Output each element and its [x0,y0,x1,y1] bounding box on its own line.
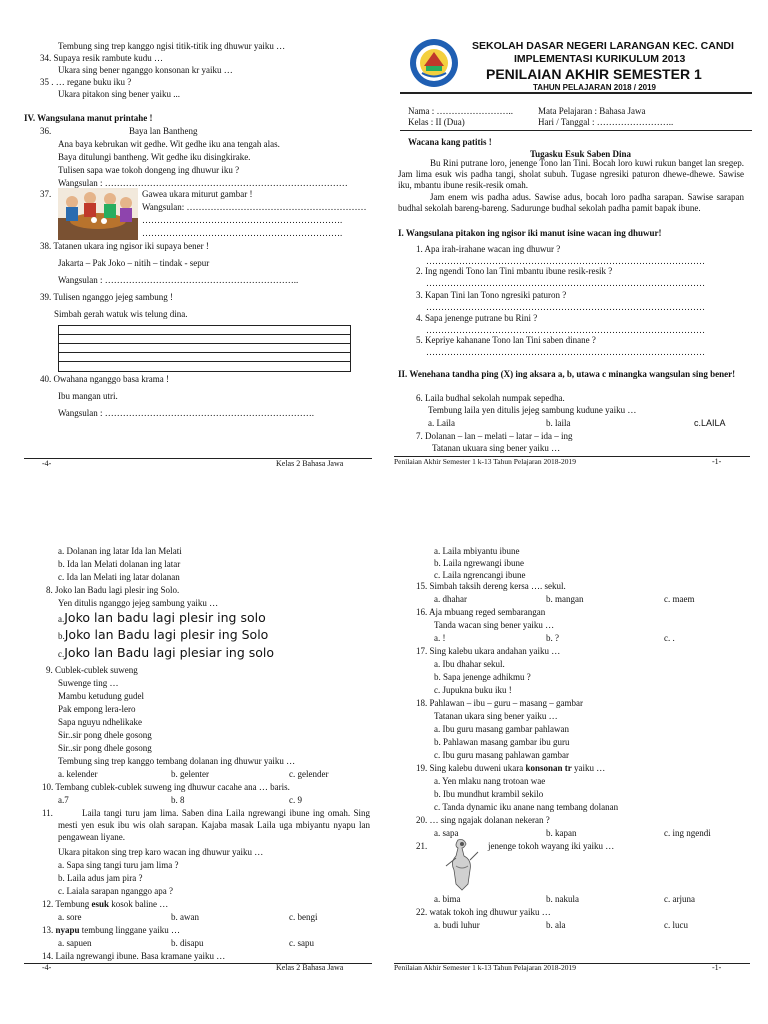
option-b-text: Joko lan Badu lagi plesir ing Solo [64,627,269,642]
question-8: 8. Joko lan Badu lagi plesir ing Solo. [46,585,180,595]
option-a[interactable]: a. sapuen [58,938,92,948]
passage-title: Tugasku Esuk Saben Dina [530,149,631,159]
footer-class: Kelas 2 Bahasa Jawa [276,963,344,972]
answer-line: Wangsulan : ……………………………………………………………………… [58,178,348,188]
header-divider [400,92,752,94]
option-a[interactable]: a. Ibu dhahar sekul. [434,659,505,669]
answer-dots: ………………………………………………………………………………… [426,278,705,288]
academic-year: TAHUN PELAJARAN 2018 / 2019 [533,83,657,92]
option-c[interactable]: c. maem [664,594,695,604]
question-text: Tanda wacan sing bener yaiku … [434,620,555,630]
page-number: -1- [712,963,722,972]
option-a[interactable]: a. dhahar [434,594,467,604]
school-logo-icon [409,38,459,88]
answer-line: Wangsulan: …………………………………………………… [142,202,367,212]
page-number: -4- [42,459,52,468]
option-a[interactable]: a.7 [58,795,69,805]
option-b[interactable]: b. Ida lan Melati dolanan ing latar [58,559,181,569]
question-text: Simbah gerah watuk wis telung dina. [54,309,188,319]
option-c[interactable]: c. arjuna [664,894,695,904]
question-7: 7. Dolanan – lan – melati – latar – ida – ing [416,431,573,441]
text-line: Tembung sing trep kanggo ngisi titik-titik ing dhuwur yaiku … [58,41,286,51]
question-text: Tatanan ukara sing bener yaiku … [434,711,558,721]
option-a[interactable]: a. kelender [58,769,98,779]
question-text: Tembung laila yen ditulis jejeg sambung kudune yaiku … [428,405,637,415]
answer-dots: ………………………………………………………………………………… [426,256,705,266]
option-c[interactable]: c. ing ngendi [664,828,711,838]
question-17: 17. Sing kalebu ukara andahan yaiku … [416,646,561,656]
answer-line: Wangsulan : ……………………………………………………………. [58,408,315,418]
curriculum-title: IMPLEMENTASI KURIKULUM 2013 [514,53,686,65]
question-text: Tulisen sapa wae tokoh dongeng ing dhuwur iku ? [58,165,240,175]
option-a[interactable]: a. sore [58,912,82,922]
option-c[interactable]: c. Ida lan Melati ing latar dolanan [58,572,180,582]
option-b[interactable]: b. 8 [171,795,185,805]
question-1: 1. Apa irah-irahane wacan ing dhuwur ? [416,244,561,254]
question-13: 13. nyapu tembung linggane yaiku … [42,925,181,935]
question-22: 22. watak tokoh ing dhuwur yaiku … [416,907,551,917]
passage-paragraph-1: Bu Rini putrane loro, jenenge Tono lan Tini. Bocah loro kuwi rukun banget lan sregep. Jam lima esuk wis padha tangi, sholat subuh. Tugase ngresiki paturon dhewe-dhewe. Sawise iku, mbantu ibune resik-resik omah. [398,158,744,190]
song-line: Sir..sir pong dhele gosong [58,743,152,753]
option-c[interactable]: c. Jupukna buku iku ! [434,685,512,695]
family-picture-image [58,188,138,240]
option-b[interactable]: b. Pahlawan masang gambar ibu guru [434,737,570,747]
option-b[interactable]: b. awan [171,912,199,922]
option-a[interactable]: a. bima [434,894,461,904]
option-c[interactable]: c. Ibu guru masang pahlawan gambar [434,750,569,760]
question-20: 20. … sing ngajak dolanan nekeran ? [416,815,550,825]
question-36-number: 36. [40,126,52,136]
option-a[interactable]: a. Laila [428,418,455,428]
reading-heading: Wacana kang patitis ! [408,137,492,147]
text-line: Ukara sing bener nganggo konsonan kr yaiku … [58,65,233,75]
option-a[interactable]: a. Dolanan ing latar Ida lan Melati [58,546,182,556]
text-line: Ukara pitakon sing bener yaiku ... [58,89,180,99]
option-c[interactable]: c. bengi [289,912,318,922]
question-15: 15. Simbah taksih dereng kersa …. sekul. [416,581,566,591]
footer-class: Kelas 2 Bahasa Jawa [276,459,344,468]
section-iv-heading: IV. Wangsulana manut printahe ! [24,113,153,123]
option-a-text: Joko lan badu lagi plesir ing solo [64,610,266,625]
question-11-number: 11. [42,808,53,818]
question-21-number: 21. [416,841,428,851]
option-a[interactable]: a. ! [434,633,446,643]
question-40: 40. Owahana nganggo basa krama ! [40,374,169,384]
option-c[interactable]: c. Laila ngrencangi ibune [434,570,526,580]
option-a[interactable]: a. sapa [434,828,459,838]
question-12: 12. Tembung esuk kosok baline … [42,899,169,909]
question-37-number: 37. [40,189,52,199]
question-text: Tembung sing trep kanggo tembang dolanan ing dhuwur yaiku … [58,756,296,766]
option-a[interactable]: a. Yen mlaku nang trotoan wae [434,776,546,786]
option-a[interactable]: a. budi luhur [434,920,480,930]
section-ii-heading: II. Wenehana tandha ping (X) ing aksara a, b, utawa c minangka wangsulan sing bener! [398,369,736,379]
wayang-figure-image [442,836,480,892]
question-6: 6. Laila budhal sekolah numpak sepedha. [416,393,565,403]
exam-title: PENILAIAN AKHIR SEMESTER 1 [486,66,702,82]
question-2: 2. Ing ngendi Tono lan Tini mbantu ibune resik-resik ? [416,266,613,276]
question-4: 4. Sapa jenenge putrane bu Rini ? [416,313,538,323]
song-line: Suwenge ting … [58,678,119,688]
option-a[interactable]: a. Laila mbiyantu ibune [434,546,520,556]
option-c[interactable]: c.LAILA [694,418,726,428]
question-text: Tatanan ukuara sing bener yaiku … [432,443,561,453]
question-10: 10. Tembang cublek-cublek suweng ing dhuwur cacahe ana … baris. [42,782,290,792]
question-21-text: jenenge tokoh wayang iki yaiku … [488,841,615,851]
song-line: Pak empong lera-lero [58,704,136,714]
option-b[interactable]: b. ? [546,633,559,643]
option-c[interactable]: c.Joko lan Badu lagi plesiar ing solo [58,645,275,660]
question-38: 38. Tatanen ukara ing ngisor iki supaya bener ! [40,241,209,251]
option-b[interactable]: b. laila [546,418,571,428]
question-3: 3. Kapan Tini lan Tono ngresiki paturon ? [416,290,567,300]
question-35: 35 . … regane buku iku ? [40,77,132,87]
option-b[interactable]: b. mangan [546,594,584,604]
question-5: 5. Kepriye kahanane Tono lan Tini saben dinane ? [416,335,596,345]
option-b[interactable]: b. kapan [546,828,577,838]
option-c[interactable]: c. Laiala sarapan nganggo apa ? [58,886,173,896]
section-i-heading: I. Wangsulana pitakon ing ngisor iki manut isine wacan ing dhuwur! [398,228,662,238]
answer-dots: ………………………………………………………………………………… [426,347,705,357]
song-line: Sapa nguyu ndhelikake [58,717,142,727]
page-number: -1- [712,457,722,466]
passage-paragraph-2: Jam enem wis padha adus. Sawise adus, bocah loro padha sarapan. Sawise sarapan budhal sekolah bareng-bareng. Sadurunge budhal sekolah padha pamit bapak ibune. [398,192,744,213]
question-19: 19. Sing kalebu duweni ukara konsonan tr yaiku … [416,763,606,773]
answer-line: …………………………………………………………. [142,228,343,238]
option-c[interactable]: c. . [664,633,675,643]
date-field[interactable]: Hari / Tanggal : …………………….. [538,117,674,127]
option-b[interactable]: b. Ibu mundhut krambil sekilo [434,789,544,799]
footer-text: Penilaian Akhir Semester 1 k-13 Tahun Pelajaran 2018-2019 [394,457,577,466]
story-line: Ana baya kebrukan wit gedhe. Wit gedhe iku ana tengah alas. [58,139,280,149]
option-a[interactable]: a. Ibu guru masang gambar pahlawan [434,724,569,734]
story-title: Baya lan Bantheng [129,126,198,136]
option-a[interactable]: a.Joko lan badu lagi plesir ing solo [58,610,266,625]
page-number: -4- [42,963,52,972]
option-b[interactable]: b. disapu [171,938,204,948]
question-11-passage: Laila tangi turu jam lima. Saben dina Laila ngrewangi ibune ing omah. Sing mesti yen esuk ibu wis olah sarapan. Kajaba masak Laila uga mbiyantu nyapu lan pengawean liyane. [58,808,370,842]
class-field: Kelas : II (Dua) [408,117,465,127]
option-b[interactable]: b. ala [546,920,566,930]
option-c[interactable]: c. gelender [289,769,329,779]
option-b[interactable]: b. Laila adus jam pira ? [58,873,143,883]
option-b[interactable]: b. Sapa jenenge adhikmu ? [434,672,531,682]
question-text: Jakarta – Pak Joko – nitih – tindak - sepur [58,258,210,268]
question-37-text: Gawea ukara miturut gambar ! [142,189,253,199]
subject-field: Mata Pelajaran : Bahasa Jawa [538,106,646,116]
song-line: Sir..sir pong dhele gosong [58,730,152,740]
footer-text: Penilaian Akhir Semester 1 k-13 Tahun Pelajaran 2018-2019 [394,963,577,972]
question-text: Yen ditulis nganggo jejeg sambung yaiku … [58,598,219,608]
question-14: 14. Laila ngrewangi ibune. Basa kramane yaiku … [42,951,226,961]
option-c[interactable]: c. Tanda dynamic iku anane nang tembang dolanan [434,802,619,812]
story-line: Baya ditulungi bantheng. Wit gedhe iku disingkirake. [58,152,251,162]
option-c[interactable]: c. 9 [289,795,302,805]
question-18: 18. Pahlawan – ibu – guru – masang – gambar [416,698,583,708]
option-c-text: Joko lan Badu lagi plesiar ing solo [64,645,275,660]
option-c[interactable]: c. lucu [664,920,688,930]
answer-dots: ………………………………………………………………………………… [426,302,705,312]
info-divider [400,130,752,131]
question-text: Ibu mangan utri. [58,391,118,401]
question-34: 34. Supaya resik rambute kudu … [40,53,163,63]
option-b[interactable]: b.Joko lan Badu lagi plesir ing Solo [58,627,269,642]
question-39: 39. Tulisen nganggo jejeg sambung ! [40,292,173,302]
option-c[interactable]: c. sapu [289,938,314,948]
question-text: Ukara pitakon sing trep karo wacan ing dhuwur yaiku … [58,847,264,857]
writing-lines-box[interactable] [58,325,351,372]
option-b[interactable]: b. gelenter [171,769,209,779]
school-name: SEKOLAH DASAR NEGERI LARANGAN KEC. CANDI [472,40,734,52]
option-b[interactable]: b. Laila ngrewangi ibune [434,558,524,568]
question-9: 9. Cublek-cublek suweng [46,665,138,675]
song-line: Mambu ketudung gudel [58,691,144,701]
name-field[interactable]: Nama : …………………….. [408,106,513,116]
answer-dots: ………………………………………………………………………………… [426,325,705,335]
option-a[interactable]: a. Sapa sing tangi turu jam lima ? [58,860,179,870]
answer-line: Wangsulan : ……………………………………………………….. [58,275,299,285]
answer-line: …………………………………………………………. [142,215,343,225]
option-b[interactable]: b. nakula [546,894,579,904]
question-16: 16. Aja mbuang reged sembarangan [416,607,546,617]
